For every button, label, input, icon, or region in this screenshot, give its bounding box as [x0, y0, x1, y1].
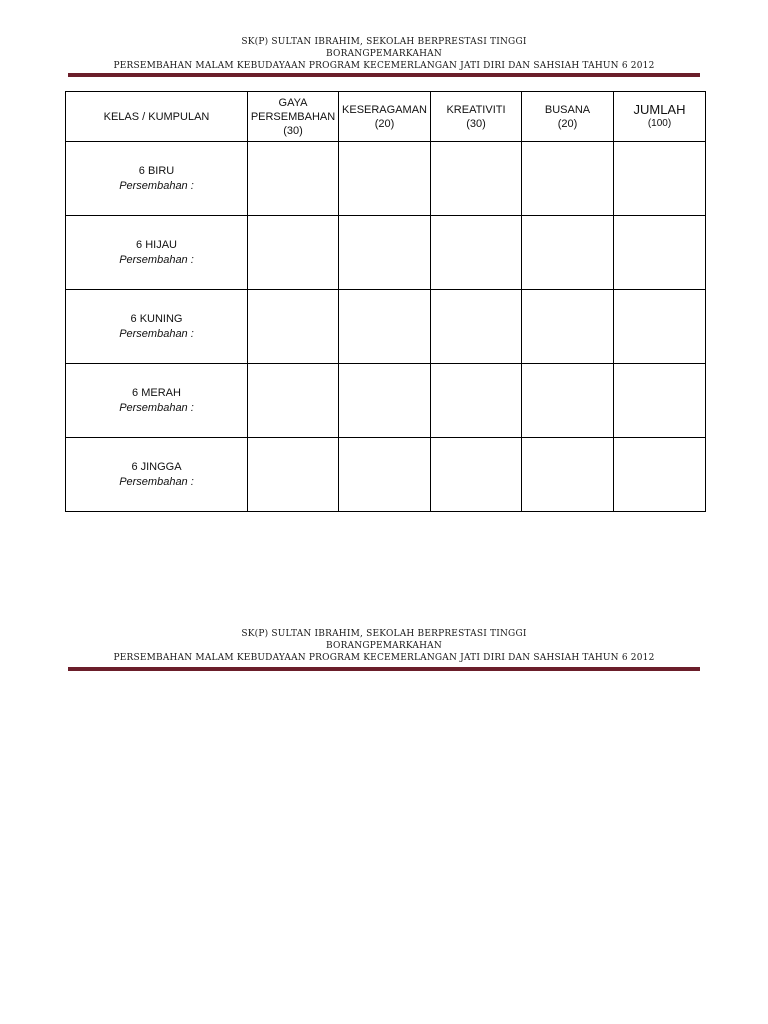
class-name: 6 JINGGA [131, 460, 182, 473]
score-cell-keseragaman [339, 142, 431, 216]
document-header-bottom [68, 628, 700, 664]
form-title-line: BORANGPEMARKAHAN [326, 641, 442, 651]
score-cell-busana [522, 216, 614, 290]
score-cell-kreativiti [431, 290, 522, 364]
score-cell-busana [522, 364, 614, 438]
performance-label: Persembahan : [119, 327, 194, 340]
score-cell-jumlah [614, 142, 706, 216]
score-cell-kreativiti [431, 216, 522, 290]
score-cell-gaya [248, 216, 339, 290]
column-header-kreativiti-max: (30) [466, 117, 486, 130]
scoring-table [65, 91, 706, 512]
table-row [66, 438, 706, 512]
group-cell [66, 290, 248, 364]
score-cell-gaya [248, 438, 339, 512]
score-cell-jumlah [614, 364, 706, 438]
score-cell-gaya [248, 364, 339, 438]
table-row [66, 290, 706, 364]
performance-label: Persembahan : [119, 253, 194, 266]
class-name: 6 MERAH [132, 386, 181, 399]
table-row [66, 364, 706, 438]
column-header-jumlah-max: (100) [647, 117, 672, 129]
column-header-gaya-line2: PERSEMBAHAN [250, 110, 336, 123]
score-cell-keseragaman [339, 364, 431, 438]
score-cell-busana [522, 438, 614, 512]
column-header-group [66, 92, 248, 142]
table-header-row [66, 92, 706, 142]
column-header-keseragaman-label: KESERAGAMAN [342, 103, 427, 116]
form-title-line: BORANGPEMARKAHAN [326, 49, 442, 59]
score-cell-keseragaman [339, 438, 431, 512]
class-name: 6 BIRU [138, 164, 175, 177]
group-cell [66, 216, 248, 290]
score-cell-jumlah [614, 438, 706, 512]
score-cell-keseragaman [339, 216, 431, 290]
performance-label: Persembahan : [119, 401, 194, 414]
column-header-busana-max: (20) [557, 117, 578, 130]
column-header-jumlah-label: JUMLAH [633, 101, 686, 117]
column-header-busana-label: BUSANA [544, 103, 591, 116]
table-row [66, 216, 706, 290]
performance-label: Persembahan : [119, 179, 194, 192]
document-header-top [68, 36, 700, 72]
score-cell-kreativiti [431, 438, 522, 512]
event-title-line: PERSEMBAHAN MALAM KEBUDAYAAN PROGRAM KECEMERLANGAN JATI DIRI DAN SAHSIAH TAHUN 6 2012 [113, 653, 655, 663]
header-divider-bottom [68, 667, 700, 671]
score-cell-jumlah [614, 216, 706, 290]
column-header-group-label: KELAS / KUMPULAN [103, 110, 210, 123]
group-cell [66, 438, 248, 512]
score-cell-kreativiti [431, 364, 522, 438]
column-header-gaya-line1: GAYA [278, 96, 308, 109]
group-cell [66, 142, 248, 216]
column-header-kreativiti-label: KREATIVITI [446, 103, 506, 116]
column-header-gaya-max: (30) [283, 124, 303, 137]
score-cell-busana [522, 290, 614, 364]
score-cell-keseragaman [339, 290, 431, 364]
event-title-line: PERSEMBAHAN MALAM KEBUDAYAAN PROGRAM KECEMERLANGAN JATI DIRI DAN SAHSIAH TAHUN 6 2012 [113, 61, 655, 71]
column-header-gaya [248, 92, 339, 142]
header-divider-top [68, 73, 700, 77]
school-name-line: SK(P) SULTAN IBRAHIM, SEKOLAH BERPRESTASI TINGGI [241, 37, 527, 47]
column-header-keseragaman-max: (20) [374, 117, 395, 130]
score-cell-jumlah [614, 290, 706, 364]
score-cell-gaya [248, 290, 339, 364]
score-cell-kreativiti [431, 142, 522, 216]
column-header-busana [522, 92, 614, 142]
score-cell-gaya [248, 142, 339, 216]
class-name: 6 KUNING [130, 312, 183, 325]
group-cell [66, 364, 248, 438]
column-header-kreativiti [431, 92, 522, 142]
column-header-jumlah [614, 92, 706, 142]
table-row [66, 142, 706, 216]
class-name: 6 HIJAU [136, 238, 177, 251]
score-cell-busana [522, 142, 614, 216]
column-header-keseragaman [339, 92, 431, 142]
performance-label: Persembahan : [119, 475, 194, 488]
school-name-line: SK(P) SULTAN IBRAHIM, SEKOLAH BERPRESTASI TINGGI [241, 629, 527, 639]
